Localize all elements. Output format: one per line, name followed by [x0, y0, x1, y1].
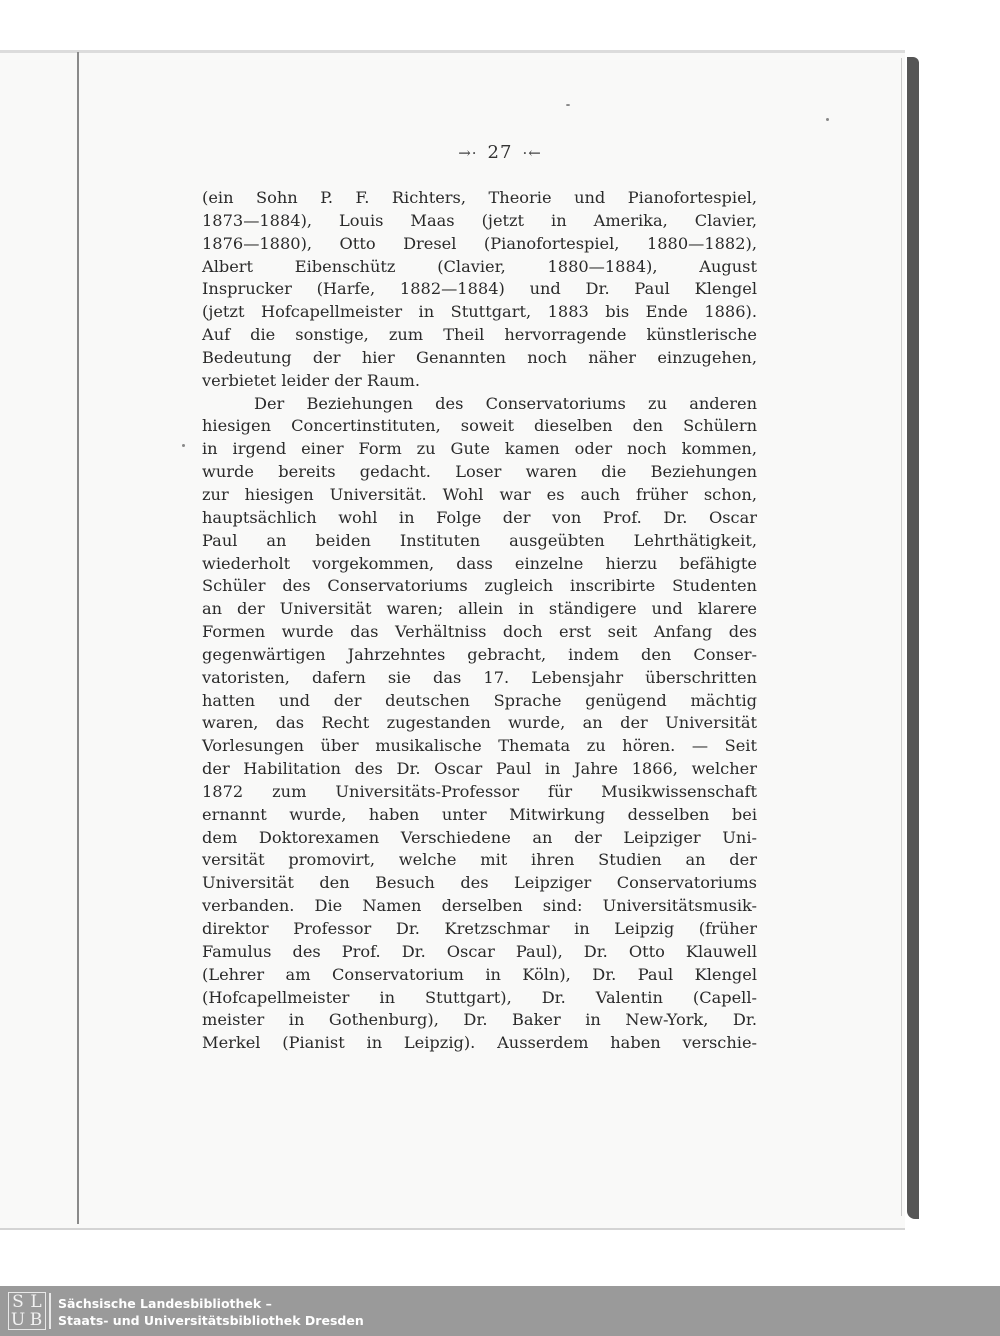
logo-letter: U: [10, 1310, 26, 1330]
ornament-arrow-left-icon: →·: [458, 144, 478, 162]
text-line: hatten und der deutschen Sprache genügend mächtig: [202, 690, 757, 710]
text-line: an der Universität waren; allein in ständigere und klarere: [202, 599, 757, 619]
page-edge-line: [901, 58, 902, 1216]
text-line: Merkel (Pianist in Leipzig). Ausserdem haben verschie-: [202, 1033, 757, 1053]
text-line: in irgend einer Form zu Gute kamen oder noch kommen,: [202, 439, 757, 459]
page-number-header: [0, 142, 1000, 163]
book-cover-edge: [907, 57, 919, 1219]
scan-speck: [826, 118, 829, 121]
text-line: (jetzt Hofcapellmeister in Stuttgart, 1883 bis Ende 1886).: [202, 302, 757, 322]
text-line: wiederholt vorgekommen, dass einzelne hierzu befähigte: [202, 553, 757, 573]
text-line: hiesigen Concertinstituten, soweit dieselben den Schülern: [202, 416, 757, 436]
scan-speck: [182, 444, 185, 447]
library-name: [58, 1295, 364, 1329]
text-line: Famulus des Prof. Dr. Oscar Paul), Dr. Otto Klauwell: [202, 941, 757, 961]
text-line: hauptsächlich wohl in Folge der von Prof. Dr. Oscar: [202, 507, 757, 527]
text-line: Der Beziehungen des Conservatoriums zu anderen: [254, 393, 757, 413]
text-line: versität promovirt, welche mit ihren Studien an der: [202, 850, 757, 870]
text-line: dem Doktorexamen Verschiedene an der Leipziger Uni-: [202, 827, 757, 847]
text-line: 1876—1880), Otto Dresel (Pianofortespiel, 1880—1882),: [202, 233, 757, 253]
text-line: meister in Gothenburg), Dr. Baker in New-York, Dr.: [202, 1010, 757, 1030]
text-line: verbietet leider der Raum.: [202, 370, 421, 390]
text-line: Insprucker (Harfe, 1882—1884) und Dr. Paul Klengel: [202, 279, 757, 299]
text-line: vatoristen, dafern sie das 17. Lebensjahr überschritten: [202, 667, 757, 687]
text-line: (Hofcapellmeister in Stuttgart), Dr. Valentin (Capell-: [202, 987, 757, 1007]
text-line: wurde bereits gedacht. Loser waren die Beziehungen: [202, 462, 757, 482]
text-line: verbanden. Die Namen derselben sind: Universitätsmusik-: [202, 896, 757, 916]
text-line: Formen wurde das Verhältniss doch erst seit Anfang des: [202, 622, 757, 642]
body-text: [202, 187, 757, 1055]
library-name-line2: Staats- und Universitätsbibliothek Dresden: [58, 1313, 364, 1328]
slub-logo-icon: [8, 1292, 46, 1330]
text-line: 1872 zum Universitäts-Professor für Musikwissenschaft: [202, 781, 757, 801]
text-line: ernannt wurde, haben unter Mitwirkung desselben bei: [202, 804, 757, 824]
text-line: 1873—1884), Louis Maas (jetzt in Amerika, Clavier,: [202, 210, 757, 230]
logo-letter: S: [12, 1292, 24, 1312]
text-line: Universität den Besuch des Leipziger Conservatoriums: [202, 873, 757, 893]
text-line: waren, das Recht zugestanden wurde, an der Universität: [202, 713, 757, 733]
text-line: Auf die sonstige, zum Theil hervorragende künstlerische: [202, 325, 757, 345]
text-line: gegenwärtigen Jahrzehntes gebracht, indem den Conser-: [202, 644, 757, 664]
text-line: Schüler des Conservatoriums zugleich inscribirte Studenten: [202, 576, 757, 596]
ornament-arrow-right-icon: ·←: [522, 144, 542, 162]
text-line: Bedeutung der hier Genannten noch näher einzugehen,: [202, 347, 757, 367]
scan-speck: [566, 104, 570, 106]
text-line: Paul an beiden Instituten ausgeübten Lehrthätigkeit,: [202, 530, 757, 550]
text-line: (Lehrer am Conservatorium in Köln), Dr. Paul Klengel: [202, 964, 757, 984]
book-gutter-line: [77, 52, 79, 1224]
text-line: Albert Eibenschütz (Clavier, 1880—1884), August: [202, 256, 757, 276]
text-line: zur hiesigen Universität. Wohl war es auch früher schon,: [202, 484, 757, 504]
text-line: direktor Professor Dr. Kretzschmar in Leipzig (früher: [202, 919, 757, 938]
text-line: Vorlesungen über musikalische Themata zu hören. — Seit: [202, 736, 757, 756]
library-footer-bar: [0, 1286, 1000, 1336]
text-line: der Habilitation des Dr. Oscar Paul in Jahre 1866, welcher: [202, 759, 757, 779]
page-number: 27: [487, 142, 513, 163]
text-line: (ein Sohn P. F. Richters, Theorie und Pianofortespiel,: [202, 188, 757, 207]
library-name-line1: Sächsische Landesbibliothek –: [58, 1296, 272, 1311]
logo-letter: B: [29, 1310, 43, 1330]
logo-letter: L: [30, 1292, 42, 1312]
